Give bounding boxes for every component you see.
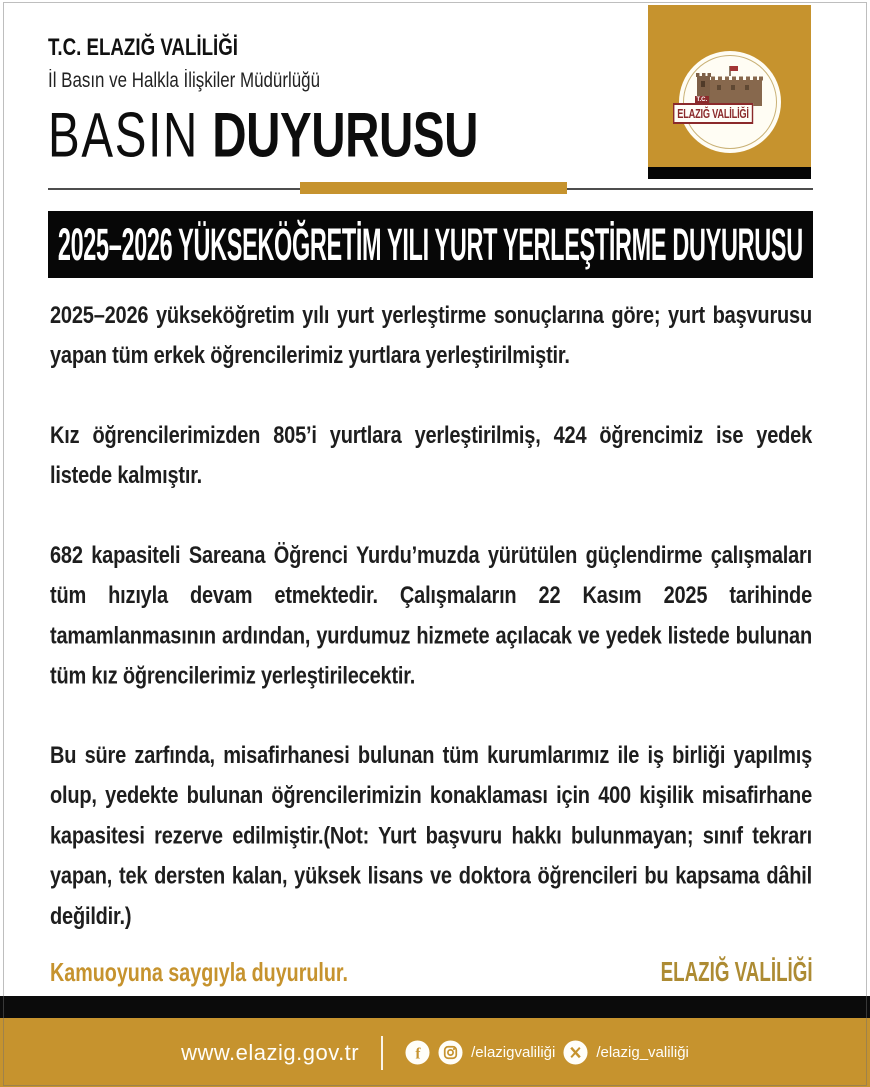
- doc-title-regular: BASIN: [48, 99, 200, 170]
- footer-separator: [381, 1036, 383, 1070]
- facebook-icon[interactable]: [405, 1040, 430, 1065]
- instagram-icon[interactable]: [438, 1040, 463, 1065]
- doc-title-bold: DUYURUSU: [212, 99, 478, 170]
- facebook-instagram-handle[interactable]: /elazigvaliliği: [471, 1044, 556, 1061]
- body-paragraph: Bu süre zarfında, misafirhanesi bulunan tüm kurumlarımız ile iş birliği yapılmış olup, yedekte bulunan öğrencilerimizin konaklaması için 400 kişilik misafirhane kapasitesi rezerve edilmiştir.(Not: Yurt başvuru hakkı bulunmayan; sınıf tekrarı yapan, tek dersten kalan, yüksek lisans ve doktora öğrencileri bu kapsama dâhil değildir.): [50, 742, 812, 930]
- logo-name-band: ELAZIĞ VALİLİĞİ: [673, 103, 753, 124]
- governorship-logo-block: [648, 5, 811, 167]
- body-paragraph: 682 kapasiteli Sareana Öğrenci Yurdu’muzda yürütülen güçlendirme çalışmaları tüm hızıyla devam etmektedir. Çalışmaların 22 Kasım 2025 tarihinde tamamlanmasının ardından, yurdumuz hizmete açılacak ve yedek listede bulunan tüm kız öğrencilerimiz yerleştirilecektir.: [50, 542, 812, 690]
- closing-statement: Kamuoyuna saygıyla duyurulur.: [50, 957, 348, 987]
- org-name: T.C. ELAZIĞ VALİLİĞİ: [48, 34, 238, 61]
- logo-underline-bar: [648, 167, 811, 179]
- header-divider-gold-accent: [300, 182, 567, 194]
- x-handle[interactable]: /elazig_valiliği: [596, 1044, 689, 1061]
- logo-tc-label: T.C.: [696, 97, 708, 103]
- closing-row: [50, 956, 813, 988]
- body-paragraph: 2025–2026 yükseköğretim yılı yurt yerleştirme sonuçlarına göre; yurt başvurusu yapan tüm erkek öğrencilerimiz yurtlara yerleştirilmiştir.: [50, 302, 812, 370]
- org-department: İl Basın ve Halkla İlişkiler Müdürlüğü: [48, 69, 320, 92]
- svg-text:f: f: [415, 1045, 421, 1063]
- footer-bar: [0, 1018, 870, 1087]
- doc-title: [48, 99, 555, 170]
- governorship-seal: [679, 51, 781, 153]
- x-icon[interactable]: [563, 1040, 588, 1065]
- website-link[interactable]: www.elazig.gov.tr: [181, 1039, 360, 1065]
- announcement-title-banner: [48, 211, 813, 278]
- header: [48, 34, 555, 170]
- body-paragraph: Kız öğrencilerimizden 805’i yurtlara yerleştirilmiş, 424 öğrencimiz ise yedek listede kalmıştır.: [50, 422, 812, 490]
- announcement-title: 2025–2026 YÜKSEKÖĞRETİM YILI YURT YERLEŞTİRME DUYURUSU: [58, 218, 804, 270]
- social-links: [405, 1040, 689, 1065]
- closing-signature: ELAZIĞ VALİLİĞİ: [661, 956, 813, 987]
- footer-black-strip: [0, 996, 870, 1018]
